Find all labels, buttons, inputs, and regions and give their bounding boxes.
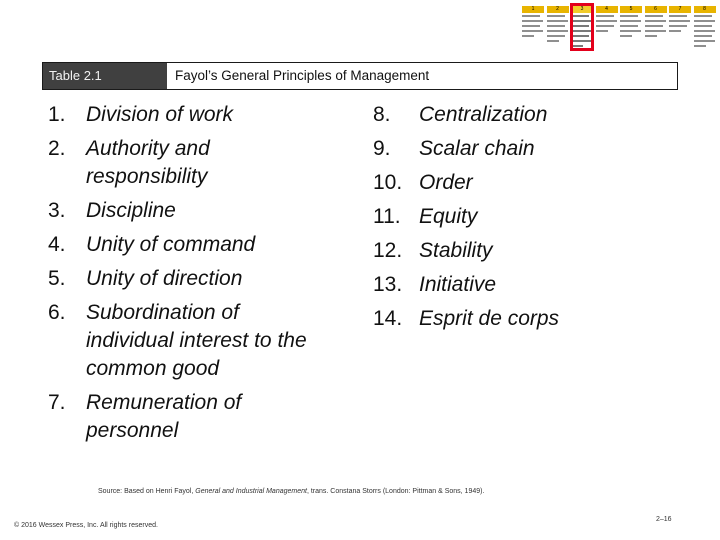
page-number: 2–16 [656,516,672,523]
chapter-text-line [645,20,666,22]
principle-number: 5. [48,267,66,290]
chapter-text-line [694,30,715,32]
chapter-text-line [645,25,663,27]
chapter-text-line [596,25,614,27]
chapter-text-line [547,25,565,27]
chapter-text-line [522,25,540,27]
chapter-text-line [620,20,641,22]
principle-text [86,262,348,296]
principles-list-left [48,98,348,448]
chapter-text-line [669,15,687,17]
chapter-description [694,15,717,57]
chapter-text-line [596,20,617,22]
chapter-text-line [645,35,657,37]
chapter-tab-2[interactable] [547,6,571,58]
principle-number: 7. [48,391,66,414]
principle-text: Scalar chain [419,137,535,160]
principle-item [48,132,348,194]
chapter-tab-5[interactable] [620,6,644,58]
principle-line: Division of work [86,103,234,126]
principle-item [373,268,693,302]
chapter-text-line [620,30,641,32]
chapter-text-line [694,35,712,37]
chapter-text-line [547,35,565,37]
chapter-text-line [645,30,666,32]
copyright-notice: © 2016 Wessex Press, Inc. All rights reserved. [14,522,158,529]
principle-text: Equity [419,205,478,228]
chapter-tab-8[interactable] [694,6,718,58]
chapter-text-line [620,25,638,27]
chapter-text-line [547,40,559,42]
chapter-number: 7 [669,6,691,13]
chapter-tab-1[interactable] [522,6,546,58]
principle-text [86,299,348,383]
principle-item [48,194,348,228]
principle-item [48,228,348,262]
chapter-text-line [596,15,614,17]
principle-number: 1. [48,103,66,126]
chapter-tab-4[interactable] [596,6,620,58]
principle-number: 9. [373,137,391,160]
chapter-text-line [547,15,565,17]
chapter-navigation[interactable] [522,6,718,58]
principle-line: Remuneration of [86,391,242,414]
principle-text: Stability [419,239,493,262]
principle-item [373,98,693,132]
chapter-text-line [669,25,687,27]
chapter-text-line [547,30,568,32]
source-prefix: Source: Based on Henri Fayol, [98,488,196,495]
principle-line: common good [86,357,220,380]
principle-item [48,262,348,296]
principle-text [86,194,348,228]
principle-number: 8. [373,103,391,126]
principle-number: 12. [373,239,403,262]
chapter-text-line [694,40,715,42]
chapter-number: 6 [645,6,667,13]
principle-text [86,98,348,132]
chapter-tab-7[interactable] [669,6,693,58]
principle-line: Discipline [86,199,176,222]
chapter-number: 2 [547,6,569,13]
source-suffix: , trans. Constana Storrs (London: Pittman & Sons, 1949). [306,488,485,495]
table-title: Fayol’s General Principles of Management [175,68,430,83]
principle-line: personnel [86,419,179,442]
principle-line: Subordination of [86,301,239,324]
principle-number: 3. [48,199,66,222]
principle-text [86,389,348,445]
chapter-number: 4 [596,6,618,13]
principle-number: 6. [48,301,66,324]
source-citation [98,488,484,495]
principle-text [86,228,348,262]
principle-number: 11. [373,205,401,228]
chapter-text-line [694,20,715,22]
principle-item [373,200,693,234]
principle-line: individual interest to the [86,329,307,352]
table-header [42,62,678,90]
chapter-description [645,15,668,57]
chapter-description [596,15,619,57]
chapter-number: 1 [522,6,544,13]
principle-item [48,98,348,132]
principle-number: 14. [373,307,403,330]
chapter-description [669,15,692,57]
chapter-text-line [522,30,543,32]
principle-text: Order [419,171,473,194]
principle-number: 2. [48,137,66,160]
current-chapter-highlight [570,3,594,51]
chapter-text-line [694,15,712,17]
principle-item [48,386,348,448]
chapter-text-line [522,15,540,17]
principle-text: Centralization [419,103,548,126]
chapter-text-line [669,20,690,22]
principle-number: 4. [48,233,66,256]
principle-item [373,166,693,200]
principle-number: 10. [373,171,403,194]
chapter-text-line [620,35,632,37]
principle-text: Esprit de corps [419,307,560,330]
chapter-text-line [522,20,543,22]
chapter-text-line [645,15,663,17]
principle-line: Unity of direction [86,267,243,290]
principle-item [48,296,348,386]
principle-line: Unity of command [86,233,256,256]
chapter-text-line [620,15,638,17]
chapter-text-line [669,30,681,32]
principle-number: 13. [373,273,403,296]
chapter-text-line [694,45,706,47]
principle-text: Initiative [419,273,497,296]
chapter-description [522,15,545,57]
chapter-number: 3 [571,6,593,13]
chapter-text-line [596,30,608,32]
chapter-text-line [694,25,712,27]
principle-item [373,302,693,336]
principle-item [373,132,693,166]
chapter-number: 5 [620,6,642,13]
chapter-text-line [522,35,534,37]
principle-item [373,234,693,268]
source-book-title: General and Industrial Management [195,488,307,495]
chapter-number: 8 [694,6,716,13]
chapter-text-line [547,20,568,22]
table-number-label: Table 2.1 [43,63,167,89]
principle-line: responsibility [86,165,208,188]
chapter-tab-6[interactable] [645,6,669,58]
principle-text [86,135,348,191]
principles-list-right [373,98,693,336]
principle-line: Authority and [86,137,210,160]
chapter-description [620,15,643,57]
chapter-description [547,15,570,57]
